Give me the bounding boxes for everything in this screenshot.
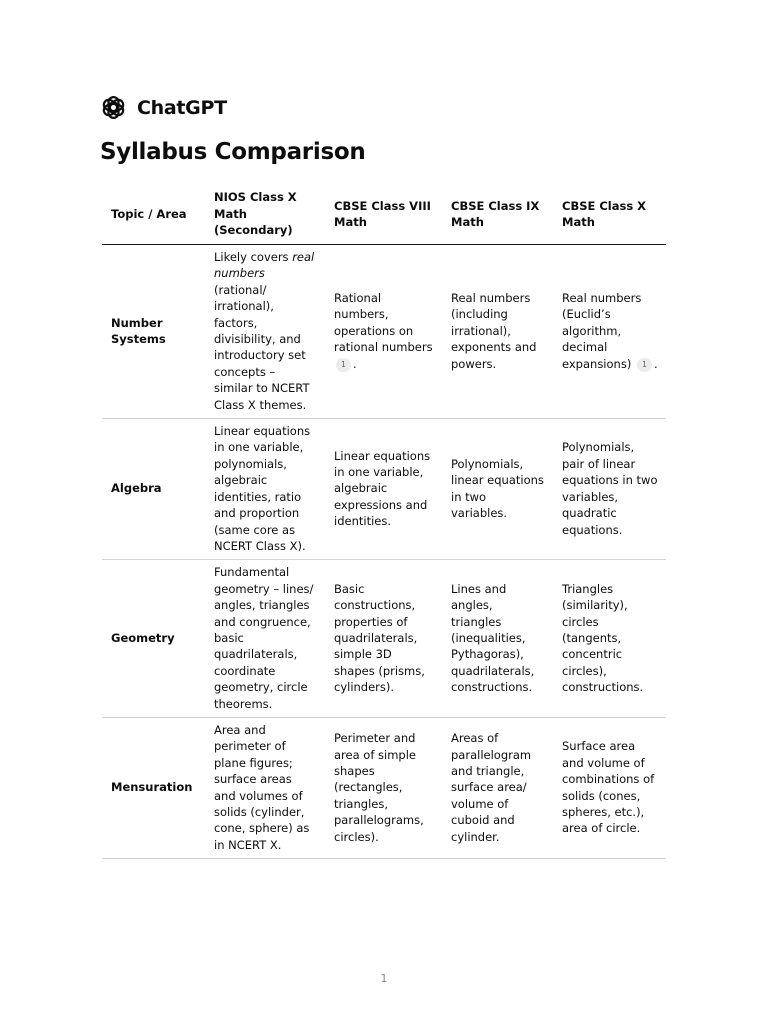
cbse9-cell: Polynomials, linear equations in two variables. [442, 419, 553, 560]
cbse8-text-tail: . [353, 356, 357, 371]
table-row [102, 560, 666, 718]
nios-text: Likely covers [214, 250, 293, 264]
cbse10-text: Real numbers (Euclid’s algorithm, decimal expansions) [562, 291, 642, 371]
cbse10-text-tail: . [653, 356, 658, 371]
cbse10-cell: Triangles (similarity), circles (tangents, concentric circles), constructions. [553, 560, 666, 718]
nios-cell: Fundamental geometry – lines/ angles, triangles and congruence, basic quadrilaterals, coordinate geometry, circle theorems. [205, 560, 325, 718]
cbse10-cell [553, 245, 666, 419]
header-cbse-class-x: CBSE Class X Math [553, 186, 666, 245]
cbse8-cell: Perimeter and area of simple shapes (rectangles, triangles, parallelograms, circles). [325, 717, 442, 858]
topic-cell: Mensuration [102, 717, 205, 858]
syllabus-comparison-table [102, 186, 666, 859]
topic-cell: Geometry [102, 560, 205, 718]
nios-cell: Area and perimeter of plane figures; surface areas and volumes of solids (cylinder, cone, sphere) as in NCERT X. [205, 717, 325, 858]
document-title: Syllabus Comparison [100, 139, 366, 165]
cbse8-text: Rational numbers, operations on rational numbers [334, 291, 433, 355]
openai-knot-icon [100, 94, 127, 121]
brand-header [100, 94, 227, 121]
cbse9-cell: Real numbers (including irrational), exponents and powers. [442, 245, 553, 419]
citation-badge[interactable]: 1 [336, 358, 351, 372]
brand-name: ChatGPT [137, 96, 227, 119]
cbse8-cell: Linear equations in one variable, algebraic expressions and identities. [325, 419, 442, 560]
header-topic-area: Topic / Area [102, 186, 205, 245]
header-cbse-class-viii: CBSE Class VIII Math [325, 186, 442, 245]
nios-emphasis: real numbers [214, 250, 315, 281]
table-row [102, 419, 666, 560]
nios-cell: Linear equations in one variable, polynomials, algebraic identities, ratio and proportion (same core as NCERT Class X). [205, 419, 325, 560]
nios-text-continued: (rational/ irrational), factors, divisibility, and introductory set concepts – similar to NCERT Class X themes. [214, 282, 310, 412]
table-row [102, 717, 666, 858]
table-header-row [102, 186, 666, 245]
topic-cell: Algebra [102, 419, 205, 560]
topic-cell: Number Systems [102, 245, 205, 419]
cbse8-cell: Basic constructions, properties of quadrilaterals, simple 3D shapes (prisms, cylinders). [325, 560, 442, 718]
cbse8-cell [325, 245, 442, 419]
page-number: 1 [380, 972, 388, 985]
table-row [102, 245, 666, 419]
cbse10-cell: Polynomials, pair of linear equations in two variables, quadratic equations. [553, 419, 666, 560]
cbse9-cell: Areas of parallelogram and triangle, surface area/ volume of cuboid and cylinder. [442, 717, 553, 858]
header-nios-class-x: NIOS Class X Math (Secondary) [205, 186, 325, 245]
citation-badge[interactable]: 1 [637, 358, 652, 372]
nios-cell [205, 245, 325, 419]
cbse10-cell: Surface area and volume of combinations of solids (cones, spheres, etc.), area of circle. [553, 717, 666, 858]
cbse9-cell: Lines and angles, triangles (inequalities, Pythagoras), quadrilaterals, constructions. [442, 560, 553, 718]
header-cbse-class-ix: CBSE Class IX Math [442, 186, 553, 245]
